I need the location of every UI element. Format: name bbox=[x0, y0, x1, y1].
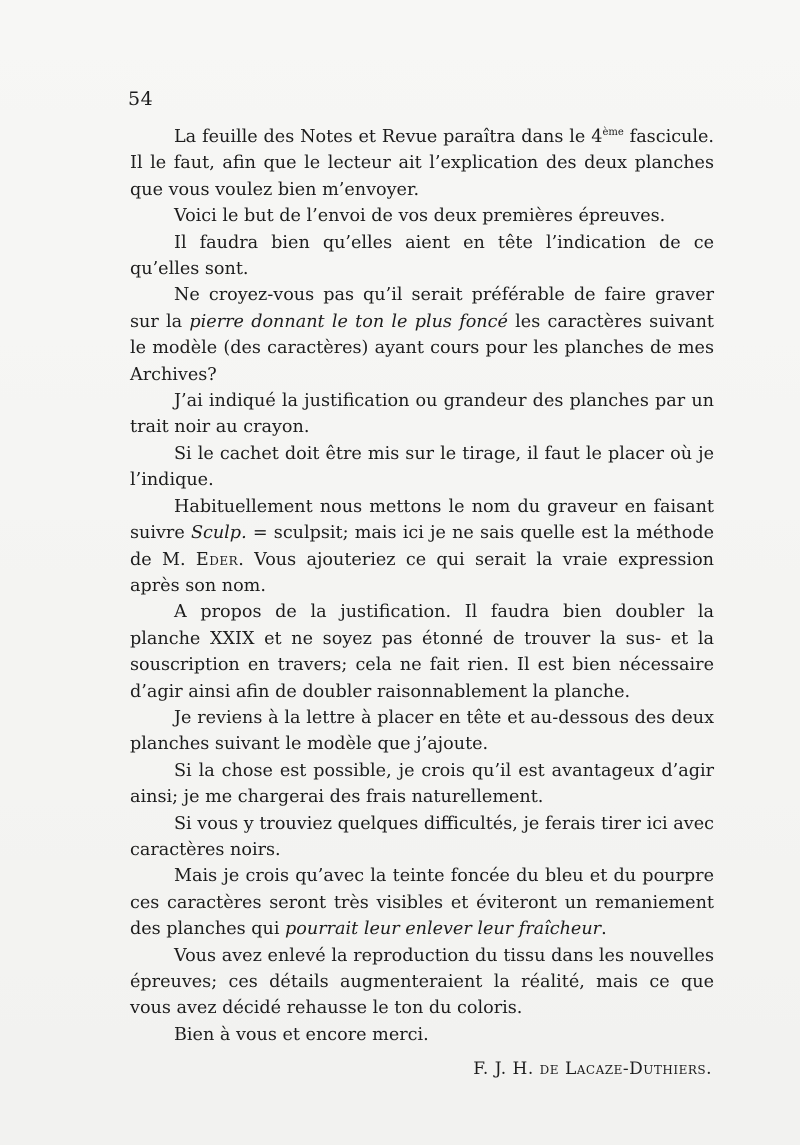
paragraph-7 bbox=[130, 494, 714, 600]
paragraph-8: A propos de la justification. Il faudra bien doubler la planche XXIX et ne soyez pas étonné de trouver la sus- et la souscription en travers; cela ne fait rien. Il est bien nécessaire d’agir ainsi afin de doubler raisonnablement la planche. bbox=[130, 602, 714, 702]
signature bbox=[130, 1056, 714, 1082]
signature-prefix: F. J. H. bbox=[473, 1059, 540, 1080]
paragraph-13: Vous avez enlevé la reproduction du tissu dans les nouvelles épreuves; ces détails augmenteraient la réalité, mais ce que vous avez décidé rehausse le ton du coloris. bbox=[130, 945, 714, 1019]
paragraph-text: Ne croyez-vous pas qu’il serait préférable de faire graver sur la bbox=[130, 285, 714, 332]
paragraph-2: Voici le but de l’envoi de vos deux premières épreuves. bbox=[174, 206, 666, 227]
signature-suffix: . bbox=[706, 1059, 712, 1080]
paragraph-text: = sculpsit; mais ici je ne sais quelle est la méthode de M. bbox=[130, 523, 714, 570]
signature-name: Lacaze-Duthiers bbox=[564, 1059, 707, 1080]
paragraph-text: . bbox=[601, 919, 607, 940]
paragraph-6: Si le cachet doit être mis sur le tirage, il faut le placer où je l’indique. bbox=[130, 443, 714, 491]
emphasis-text: Sculp. bbox=[190, 523, 247, 544]
superscript: ème bbox=[602, 127, 624, 138]
paragraph-3: Il faudra bien qu’elles aient en tête l’indication de ce qu’elles sont. bbox=[130, 232, 714, 280]
signature-particle: de bbox=[539, 1059, 560, 1080]
paragraph-10: Si la chose est possible, je crois qu’il est avantageux d’agir ainsi; je me chargerai des frais naturellement. bbox=[130, 760, 714, 808]
paragraph-text: Habituellement nous mettons le nom du graveur en faisant suivre bbox=[130, 496, 714, 544]
paragraph-text: fascicule. Il le faut, afin que le lecteur ait l’explication des deux planches que vous voulez bien m’envoyer. bbox=[130, 127, 715, 200]
paragraph-12 bbox=[130, 863, 714, 942]
paragraph-11: Si vous y trouviez quelques difficultés, je ferais tirer ici avec caractères noirs. bbox=[130, 813, 714, 860]
paragraph-text: La feuille des Notes et Revue paraîtra dans le 4 bbox=[174, 127, 603, 147]
paragraph-4 bbox=[130, 282, 714, 388]
page-number: 54 bbox=[128, 88, 154, 110]
paragraph-text: Mais je crois qu’avec la teinte foncée du bleu et du pourpre ces caractères seront très visibles et éviteront un remaniement des planches qui bbox=[130, 866, 714, 940]
paragraph-1 bbox=[130, 124, 714, 203]
paragraph-5: J’ai indiqué la justification ou grandeur des planches par un trait noir au crayon. bbox=[130, 391, 714, 438]
paragraph-9: Je reviens à la lettre à placer en tête et au-dessous des deux planches suivant le modèle que j’ajoute. bbox=[130, 707, 714, 755]
engraver-name: Eder bbox=[195, 549, 239, 570]
letter-body bbox=[130, 124, 714, 1083]
paragraph-text: les caractères suivant le modèle (des caractères) ayant cours pour les planches de mes Archives? bbox=[130, 311, 714, 385]
paragraph-text: . Vous ajouteriez ce qui serait la vraie expression après son nom. bbox=[130, 549, 714, 596]
emphasis-text: pierre donnant le ton le plus foncé bbox=[189, 311, 508, 332]
emphasis-text: pourrait leur enlever leur fraîcheur bbox=[285, 919, 602, 940]
paragraph-14: Bien à vous et encore merci. bbox=[174, 1024, 429, 1045]
